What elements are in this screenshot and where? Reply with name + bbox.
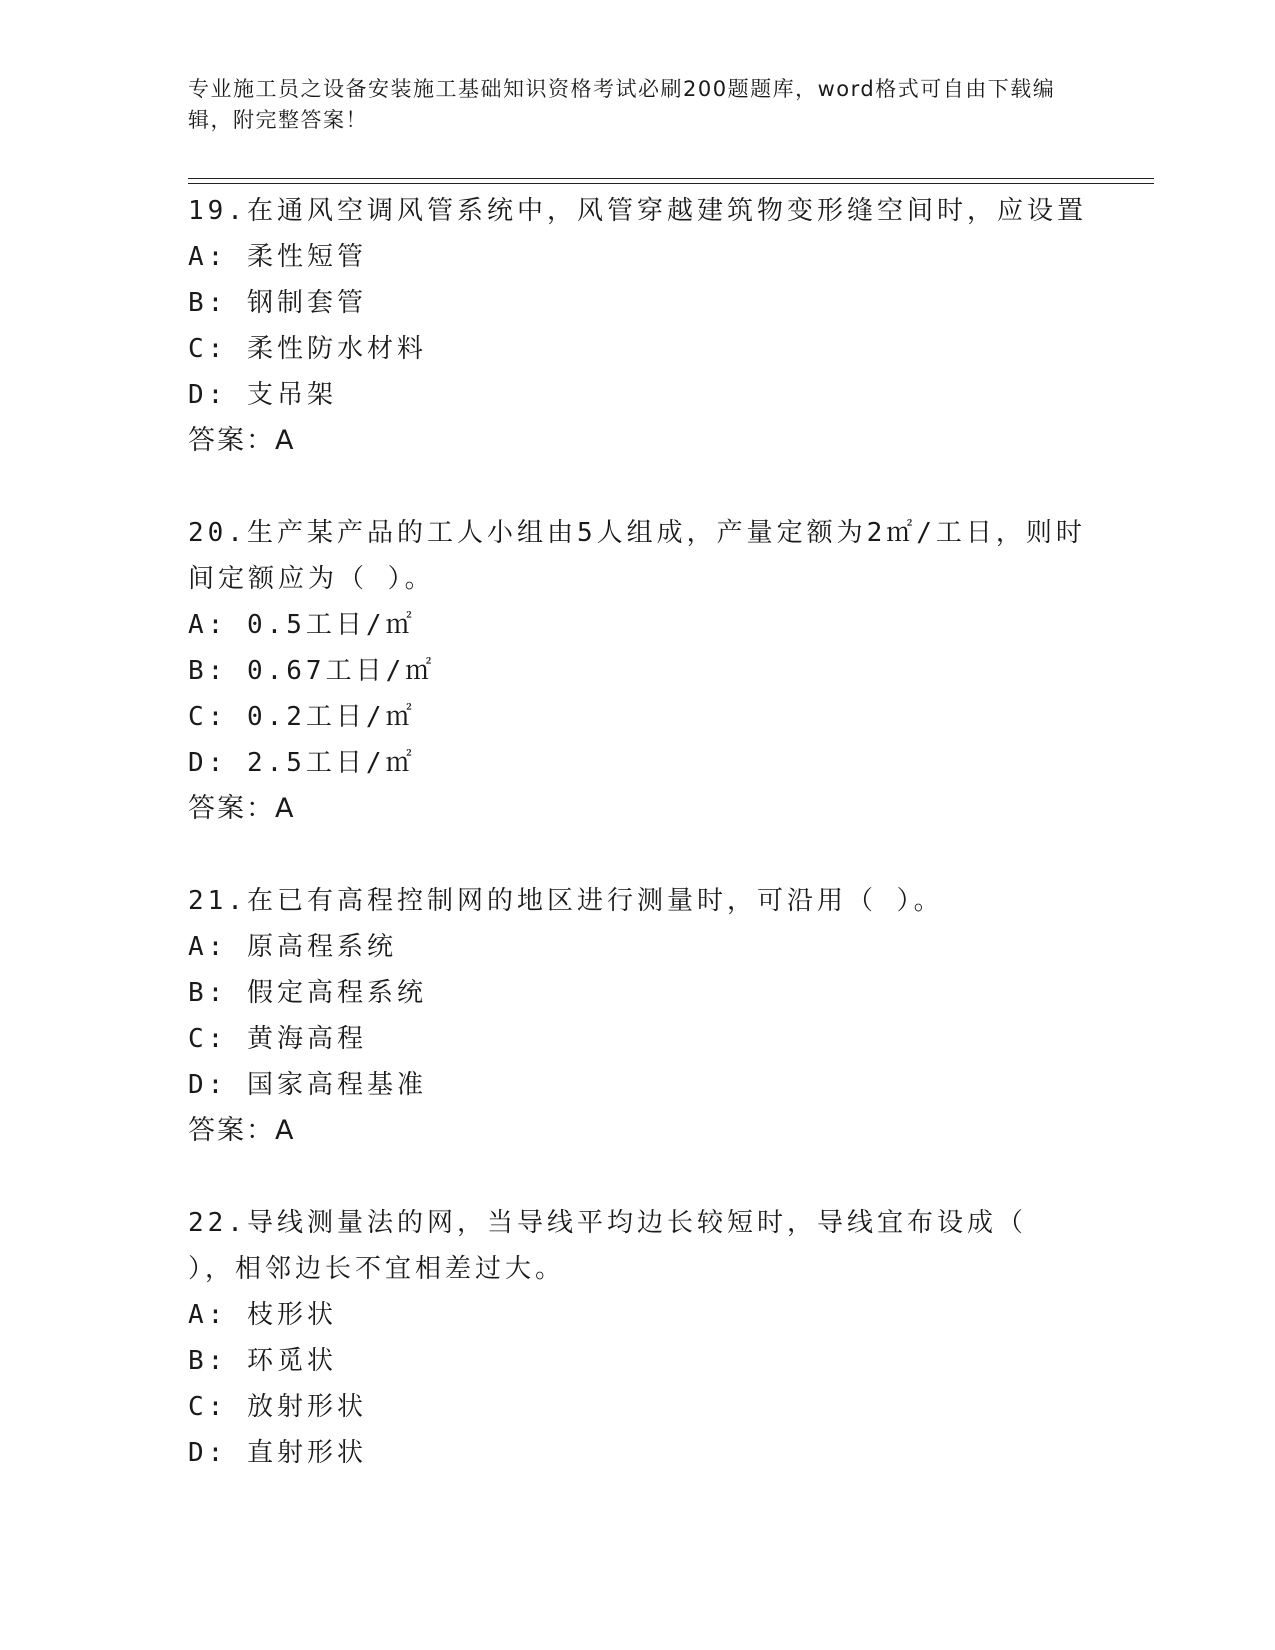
option-d: D: 国家高程基准 bbox=[188, 1070, 427, 1100]
header-divider-bottom bbox=[188, 183, 1154, 184]
option-a: A: 枝形状 bbox=[188, 1300, 337, 1330]
option-d: D: 支吊架 bbox=[188, 380, 337, 410]
option-a: A: 柔性短管 bbox=[188, 242, 367, 272]
question-22 bbox=[188, 1200, 1128, 1476]
question-20 bbox=[188, 510, 1128, 832]
question-stem: 21.在已有高程控制网的地区进行测量时，可沿用（ ）。 bbox=[188, 886, 944, 916]
option-a: A: 0.5工日/㎡ bbox=[188, 610, 416, 640]
option-c: C: 放射形状 bbox=[188, 1392, 367, 1422]
option-a: A: 原高程系统 bbox=[188, 932, 397, 962]
option-b: B: 钢制套管 bbox=[188, 288, 367, 318]
question-stem: 20.生产某产品的工人小组由5人组成，产量定额为2㎡/工日，则时间定额应为（ ）。 bbox=[188, 518, 1086, 594]
answer-line: 答案：A bbox=[188, 1115, 296, 1146]
question-19 bbox=[188, 188, 1128, 464]
option-b: B: 假定高程系统 bbox=[188, 978, 427, 1008]
option-c: C: 黄海高程 bbox=[188, 1024, 367, 1054]
answer-line: 答案：A bbox=[188, 793, 296, 824]
answer-line: 答案：A bbox=[188, 425, 296, 456]
question-stem: 19.在通风空调风管系统中，风管穿越建筑物变形缝空间时，应设置 bbox=[188, 196, 1087, 226]
option-d: D: 直射形状 bbox=[188, 1438, 367, 1468]
option-c: C: 0.2工日/㎡ bbox=[188, 702, 416, 732]
question-21 bbox=[188, 878, 1128, 1154]
option-b: B: 0.67工日/㎡ bbox=[188, 656, 436, 686]
question-list bbox=[188, 188, 1128, 1522]
option-b: B: 环觅状 bbox=[188, 1346, 337, 1376]
question-stem: 22.导线测量法的网，当导线平均边长较短时，导线宜布设成（ ），相邻边长不宜相差过大。 bbox=[188, 1208, 1027, 1284]
header-divider-top bbox=[188, 178, 1154, 179]
option-d: D: 2.5工日/㎡ bbox=[188, 748, 416, 778]
option-c: C: 柔性防水材料 bbox=[188, 334, 427, 364]
document-title: 专业施工员之设备安装施工基础知识资格考试必刷200题题库，word格式可自由下载编辑，附完整答案！ bbox=[188, 77, 1056, 132]
